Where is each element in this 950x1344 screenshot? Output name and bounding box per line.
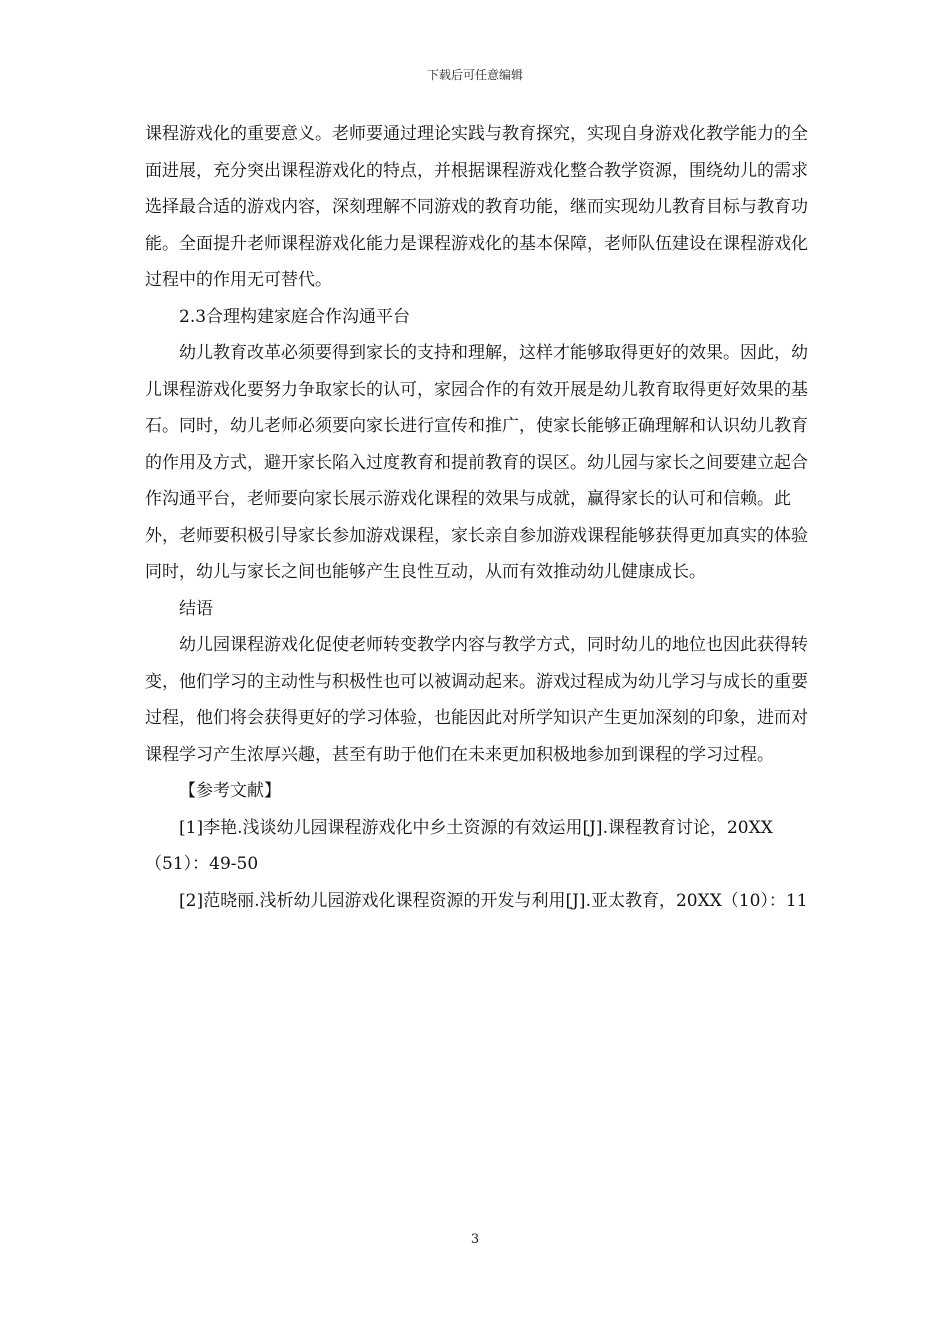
references-heading: 【参考文献】 xyxy=(179,781,281,801)
paragraph-intro: 课程游戏化的重要意义。老师要通过理论实践与教育探究，实现自身游戏化教学能力的全面进展，充分突出课程游戏化的特点，并根据课程游戏化整合教学资源，围绕幼儿的需求选择最合适的游戏内容，深刻理解不同游戏的教育功能，继而实现幼儿教育目标与教育功能。全面提升老师课程游戏化能力是课程游戏化的基本保障，老师队伍建设在课程游戏化过程中的作用无可替代。 xyxy=(145,124,808,290)
reference-1: [1]李艳.浅谈幼儿园课程游戏化中乡土资源的有效运用[J].课程教育讨论，20XX（51）：49-50 xyxy=(145,817,773,874)
reference-2: [2]范晓丽.浅析幼儿园游戏化课程资源的开发与利用[J].亚太教育，20XX（10）：11 xyxy=(179,890,808,911)
section-heading-conclusion: 结语 xyxy=(179,598,213,619)
paragraph-conclusion: 幼儿园课程游戏化促使老师转变教学内容与教学方式，同时幼儿的地位也因此获得转变，他们学习的主动性与积极性也可以被调动起来。游戏过程成为幼儿学习与成长的重要过程，他们将会获得更好的学习体验，也能因此对所学知识产生更加深刻的印象，进而对课程学习产生浓厚兴趣，甚至有助于他们在未来更加积极地参加到课程的学习过程。 xyxy=(145,635,808,765)
section-heading-2-3: 2.3合理构建家庭合作沟通平台 xyxy=(179,306,411,327)
page-header: 下载后可任意编辑 xyxy=(426,68,523,82)
page-number: 3 xyxy=(470,1232,480,1247)
document-body xyxy=(145,116,810,919)
paragraph-family-cooperation: 幼儿教育改革必须要得到家长的支持和理解，这样才能够取得更好的效果。因此，幼儿课程游戏化要努力争取家长的认可，家园合作的有效开展是幼儿教育取得更好效果的基石。同时，幼儿老师必须要向家长进行宣传和推广，使家长能够正确理解和认识幼儿教育的作用及方式，避开家长陷入过度教育和提前教育的误区。幼儿园与家长之间要建立起合作沟通平台，老师要向家长展示游戏化课程的效果与成就，赢得家长的认可和信赖。此外，老师要积极引导家长参加游戏课程，家长亲自参加游戏课程能够获得更加真实的体验同时，幼儿与家长之间也能够产生良性互动，从而有效推动幼儿健康成长。 xyxy=(145,343,808,582)
